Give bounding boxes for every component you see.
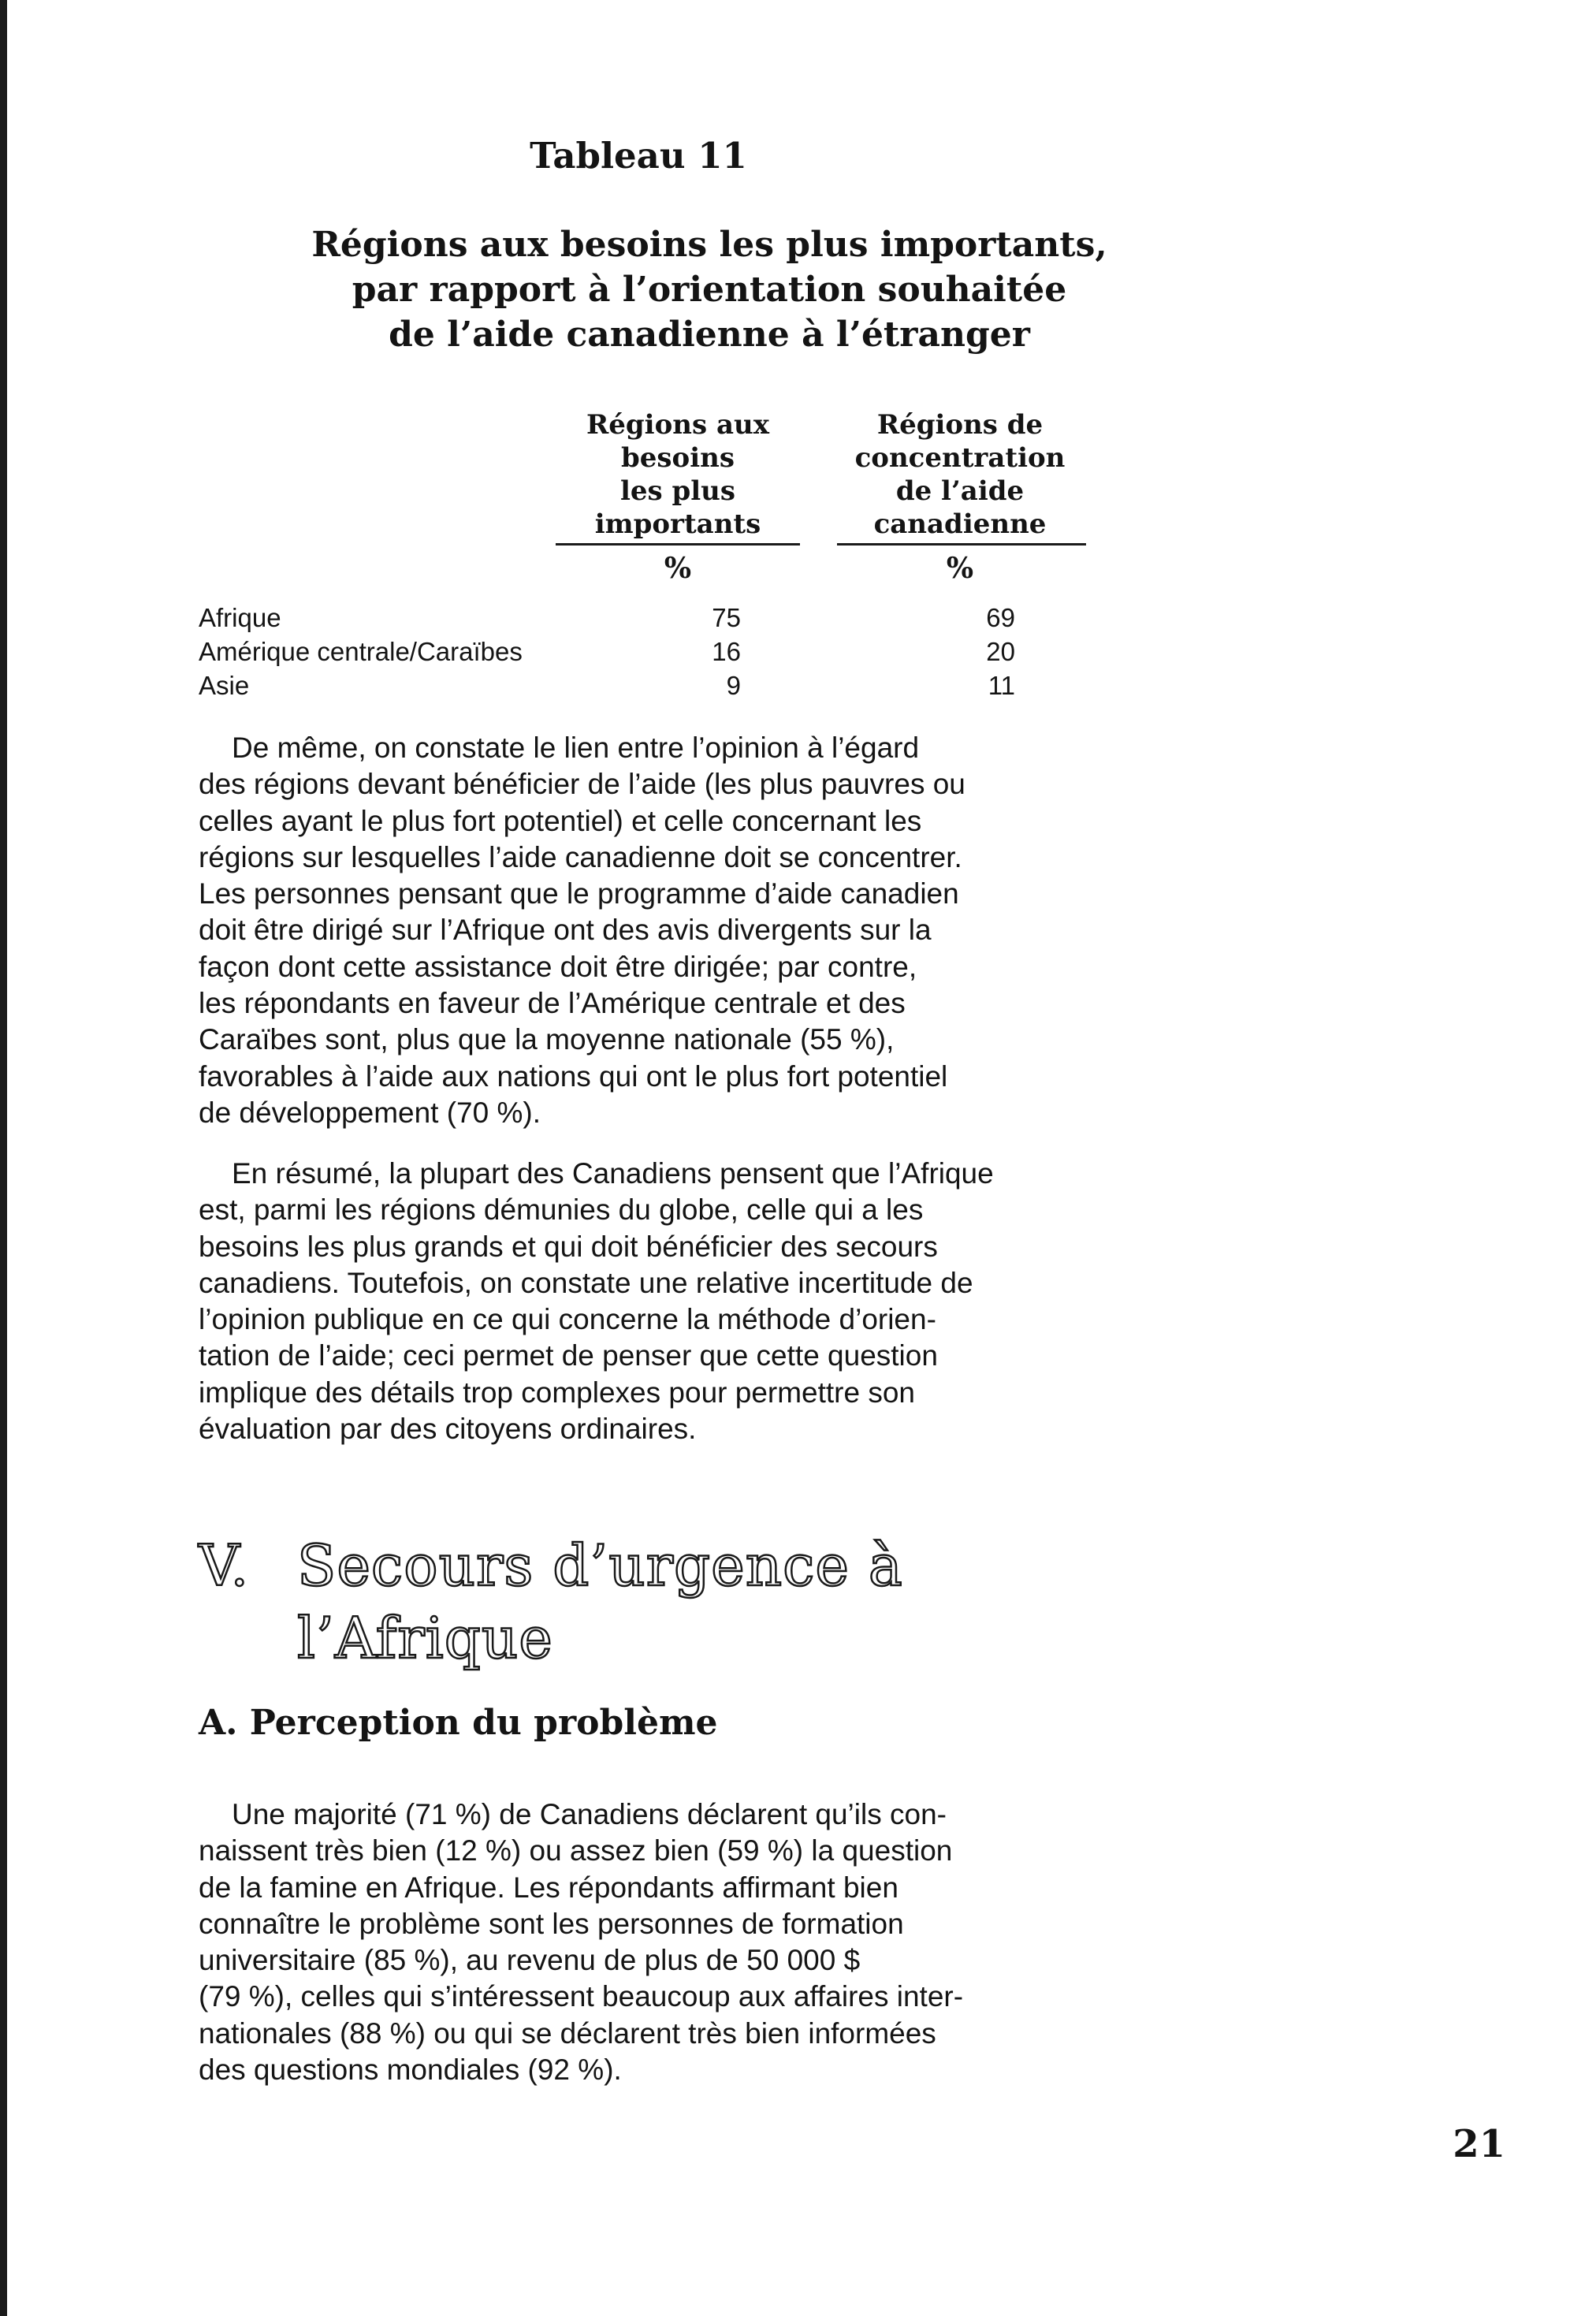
- table-body: [199, 601, 1144, 702]
- table-title: [142, 222, 1277, 357]
- column-unit: %: [946, 552, 974, 585]
- body-paragraph: [199, 1156, 1113, 1447]
- paragraph-line: doit être dirigé sur l’Afrique ont des avis divergents sur la: [199, 914, 932, 947]
- row-value-concentration: 11: [988, 671, 1015, 700]
- row-label: Amérique centrale/Caraïbes: [199, 637, 523, 666]
- table-row: [199, 668, 1144, 702]
- table-row: [199, 601, 1144, 635]
- column-header-line: Régions de: [876, 409, 1044, 441]
- paragraph-line: est, parmi les régions démunies du globe, celle qui a les: [199, 1193, 924, 1227]
- paragraph-line: naissent très bien (12 %) ou assez bien (59 %) la question: [199, 1834, 953, 1867]
- section-number: V.: [199, 1532, 250, 1599]
- paragraph-line: Caraïbes sont, plus que la moyenne nationale (55 %),: [199, 1023, 895, 1056]
- section-heading: [199, 1529, 1144, 1674]
- page-number: 21: [1453, 2122, 1505, 2166]
- table-title-line: Régions aux besoins les plus importants,: [311, 225, 1107, 265]
- section-title-line: l’Afrique: [297, 1605, 553, 1671]
- body-paragraph: [199, 1797, 1113, 2088]
- column-header-line: de l’aide: [895, 475, 1025, 507]
- body-paragraph: [199, 730, 1113, 1131]
- section-title-line: Secours d’urgence à: [297, 1532, 903, 1599]
- table-title-line: par rapport à l’orientation souhaitée: [352, 270, 1067, 310]
- paragraph-line: besoins les plus grands et qui doit bénéficier des secours: [199, 1230, 938, 1263]
- paragraph-line: Une majorité (71 %) de Canadiens déclarent qu’ils con-: [232, 1798, 947, 1830]
- paragraph-line: implique des détails trop complexes pour permettre son: [199, 1376, 916, 1409]
- paragraph-line: régions sur lesquelles l’aide canadienne doit se concentrer.: [199, 840, 962, 873]
- paragraph-line: (79 %), celles qui s’intéressent beaucoup aux affaires inter-: [199, 1980, 964, 2013]
- table-row: [199, 635, 1144, 668]
- paragraph-line: de la famine en Afrique. Les répondants affirmant bien: [199, 1871, 898, 1904]
- column-header-line: besoins: [620, 442, 735, 474]
- column-header-line: canadienne: [873, 508, 1047, 540]
- paragraph-line: En résumé, la plupart des Canadiens pensent que l’Afrique: [232, 1157, 994, 1190]
- column-header-rule: [556, 543, 800, 545]
- paragraph-line: nationales (88 %) ou qui se déclarent très bien informées: [199, 2016, 936, 2050]
- paragraph-line: façon dont cette assistance doit être dirigée; par contre,: [199, 950, 917, 983]
- table-title-line: de l’aide canadienne à l’étranger: [389, 315, 1030, 355]
- paragraph-line: des régions devant bénéficier de l’aide (les plus pauvres ou: [199, 768, 965, 801]
- paragraph-line: favorables à l’aide aux nations qui ont le plus fort potentiel: [199, 1059, 948, 1093]
- row-value-needs: 9: [726, 671, 741, 700]
- column-header-line: importants: [594, 508, 761, 540]
- paragraph-line: tation de l’aide; ceci permet de penser que cette question: [199, 1339, 938, 1372]
- row-value-needs: 16: [712, 637, 741, 666]
- paragraph-line: universitaire (85 %), au revenu de plus de 50 000 $: [199, 1944, 861, 1977]
- paragraph-line: Les personnes pensant que le programme d’aide canadien: [199, 877, 959, 910]
- page-edge-shadow: [0, 0, 7, 2316]
- column-header-rule: [837, 543, 1086, 545]
- paragraph-line: les répondants en faveur de l’Amérique centrale et des: [199, 987, 906, 1020]
- row-value-concentration: 69: [986, 603, 1015, 632]
- paragraph-line: l’opinion publique en ce qui concerne la méthode d’orien-: [199, 1303, 936, 1336]
- column-header-line: les plus: [619, 475, 736, 507]
- section-heading-line: [199, 1529, 1144, 1602]
- paragraph-line: de développement (70 %).: [199, 1096, 541, 1129]
- column-header-line: Régions aux: [586, 409, 769, 441]
- column-header-needs: [556, 408, 800, 541]
- paragraph-line: évaluation par des citoyens ordinaires.: [199, 1413, 697, 1446]
- table-label: Tableau 11: [530, 135, 747, 177]
- paragraph-line: des questions mondiales (92 %).: [199, 2053, 622, 2087]
- subsection-heading: A. Perception du problème: [199, 1703, 718, 1743]
- paragraph-line: canadiens. Toutefois, on constate une relative incertitude de: [199, 1266, 973, 1299]
- row-label: Afrique: [199, 603, 281, 632]
- column-unit: %: [664, 552, 692, 585]
- paragraph-line: De même, on constate le lien entre l’opinion à l’égard: [232, 732, 920, 764]
- row-value-needs: 75: [712, 603, 741, 632]
- column-header-concentration: [834, 408, 1086, 541]
- column-header-line: concentration: [854, 442, 1066, 474]
- paragraph-line: connaître le problème sont les personnes de formation: [199, 1907, 904, 1940]
- row-value-concentration: 20: [986, 637, 1015, 666]
- paragraph-line: celles ayant le plus fort potentiel) et celle concernant les: [199, 804, 922, 837]
- row-label: Asie: [199, 671, 250, 700]
